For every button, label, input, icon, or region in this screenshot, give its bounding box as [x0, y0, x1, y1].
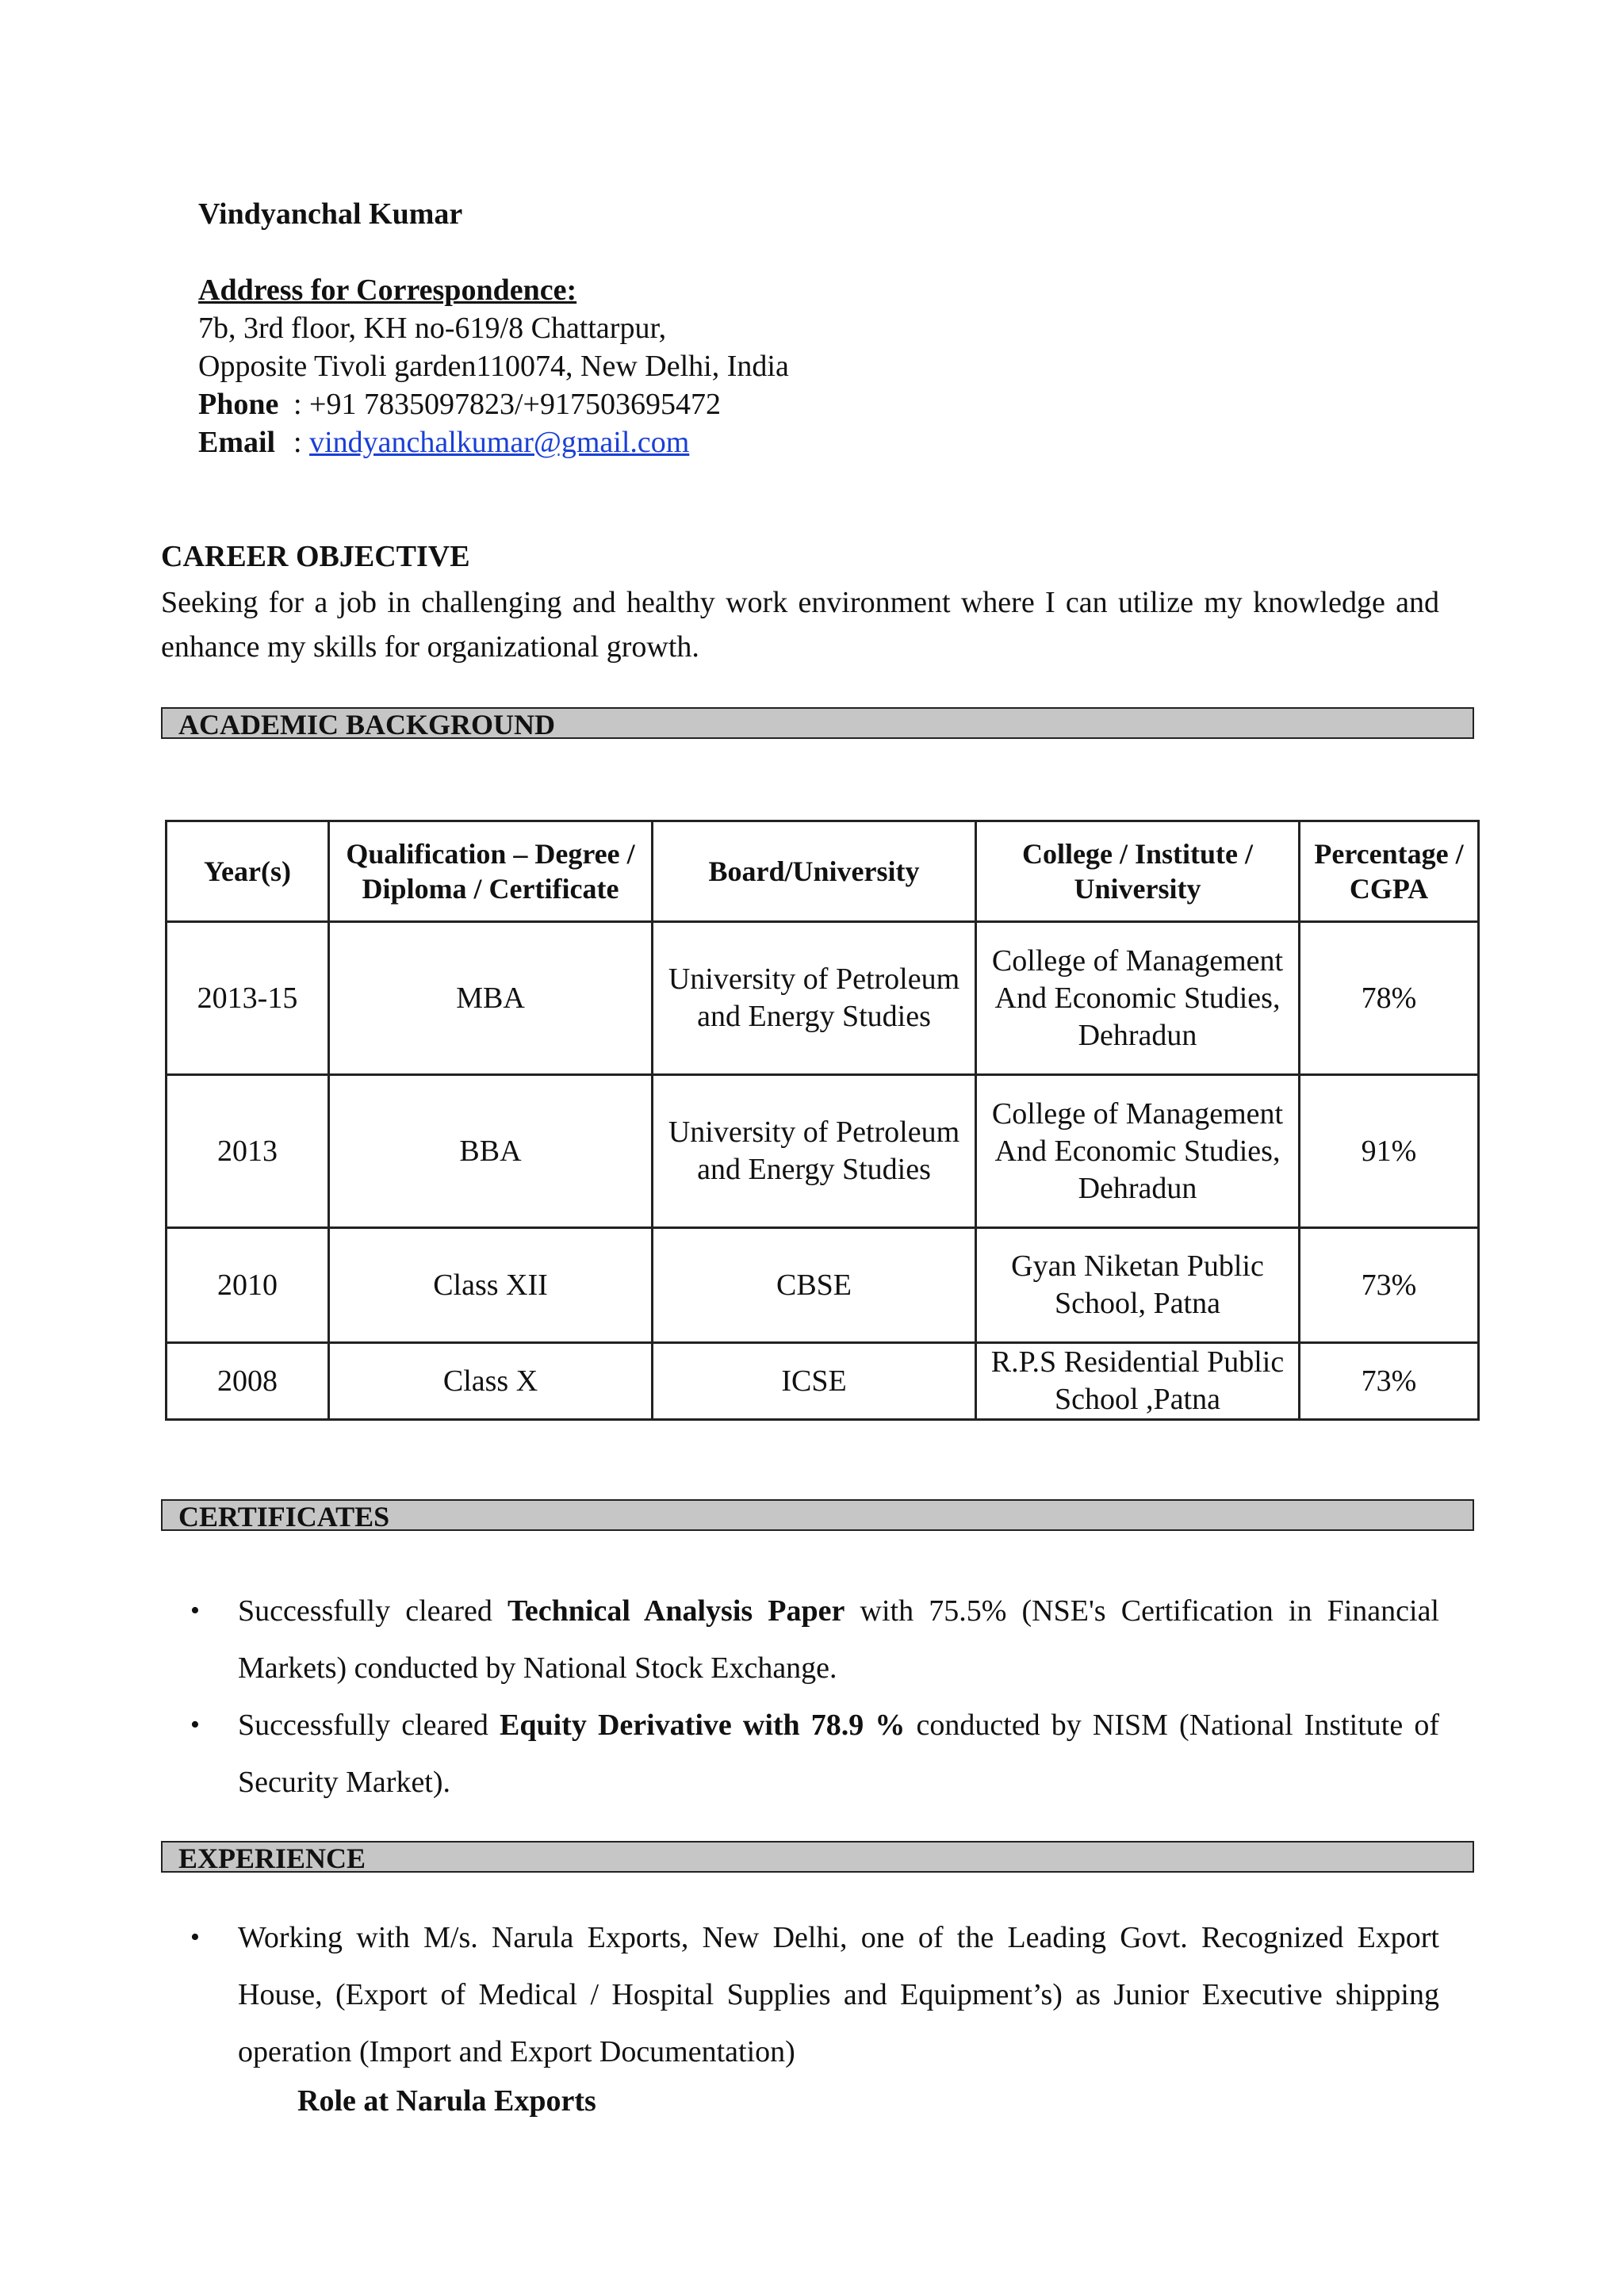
cell-qualification: BBA [329, 1075, 653, 1228]
cert-text-post: conducted by NISM (National Institute of Security Market). [238, 1709, 1439, 1799]
table-row [167, 1343, 1479, 1420]
career-objective-title: CAREER OBJECTIVE [161, 540, 470, 573]
email-separator: : [293, 426, 310, 459]
header-college: College / Institute / University [976, 821, 1300, 922]
table-row [167, 1228, 1479, 1343]
experience-list [190, 1909, 1439, 2080]
header-board: Board/University [653, 821, 976, 922]
cell-percentage: 73% [1300, 1343, 1479, 1420]
candidate-name: Vindyanchal Kumar [198, 197, 463, 231]
cell-board: CBSE [653, 1228, 976, 1343]
cell-percentage: 78% [1300, 922, 1479, 1075]
role-heading: Role at Narula Exports [297, 2084, 596, 2118]
email-row [198, 423, 689, 461]
cell-qualification: Class XII [329, 1228, 653, 1343]
cell-qualification: Class X [329, 1343, 653, 1420]
header-qualification: Qualification – Degree / Diploma / Certificate [329, 821, 653, 922]
list-item [190, 1582, 1439, 1697]
phone-label: Phone [198, 388, 279, 421]
cell-percentage: 91% [1300, 1075, 1479, 1228]
cell-board: ICSE [653, 1343, 976, 1420]
experience-section-header: EXPERIENCE [161, 1841, 1474, 1873]
cert-text-pre: Successfully cleared [238, 1709, 500, 1742]
cell-year: 2008 [167, 1343, 329, 1420]
cell-college: College of Management And Economic Studies, Dehradun [976, 922, 1300, 1075]
email-label: Email [198, 426, 276, 459]
phone-value: : +91 7835097823/+917503695472 [293, 388, 721, 421]
certificates-list [190, 1582, 1439, 1811]
cell-board: University of Petroleum and Energy Studies [653, 922, 976, 1075]
cert-text-bold: Equity Derivative with 78.9 % [500, 1709, 906, 1742]
cell-year: 2013 [167, 1075, 329, 1228]
email-link[interactable]: vindyanchalkumar@gmail.com [309, 426, 690, 459]
header-percentage: Percentage / CGPA [1300, 821, 1479, 922]
bullet-icon: • [190, 1596, 200, 1625]
table-row [167, 1075, 1479, 1228]
table-header-row [167, 821, 1479, 922]
phone-row [198, 385, 721, 423]
certificates-section-header: CERTIFICATES [161, 1499, 1474, 1531]
cell-college: R.P.S Residential Public School ,Patna [976, 1343, 1300, 1420]
cell-percentage: 73% [1300, 1228, 1479, 1343]
list-item [190, 1697, 1439, 1811]
header-years: Year(s) [167, 821, 329, 922]
address-title: Address for Correspondence: [198, 274, 577, 307]
address-line-1: 7b, 3rd floor, KH no-619/8 Chattarpur, [198, 312, 667, 345]
cell-board: University of Petroleum and Energy Studies [653, 1075, 976, 1228]
cert-text-post: with 75.5% (NSE's Certification in Financial Markets) conducted by National Stock Exchange. [238, 1594, 1439, 1685]
cell-year: 2010 [167, 1228, 329, 1343]
address-line-2: Opposite Tivoli garden110074, New Delhi, India [198, 350, 789, 383]
bullet-icon: • [190, 1710, 200, 1739]
cert-text-bold: Technical Analysis Paper [508, 1594, 845, 1628]
experience-text: Working with M/s. Narula Exports, New Delhi, one of the Leading Govt. Recognized Export House, (Export of Medical / Hospital Supplies and Equipment’s) as Junior Executive shipping operation (Import and Export Documentation) [238, 1921, 1439, 2068]
list-item [190, 1909, 1439, 2080]
career-objective-text: Seeking for a job in challenging and healthy work environment where I can utilize my knowledge and enhance my skills for organizational growth. [161, 586, 1439, 664]
cell-year: 2013-15 [167, 922, 329, 1075]
cell-college: College of Management And Economic Studies, Dehradun [976, 1075, 1300, 1228]
bullet-icon: • [190, 1923, 200, 1952]
academic-section-header: ACADEMIC BACKGROUND [161, 707, 1474, 739]
cell-qualification: MBA [329, 922, 653, 1075]
table-row [167, 922, 1479, 1075]
academic-table [165, 820, 1480, 1421]
cert-text-pre: Successfully cleared [238, 1594, 508, 1628]
cell-college: Gyan Niketan Public School, Patna [976, 1228, 1300, 1343]
